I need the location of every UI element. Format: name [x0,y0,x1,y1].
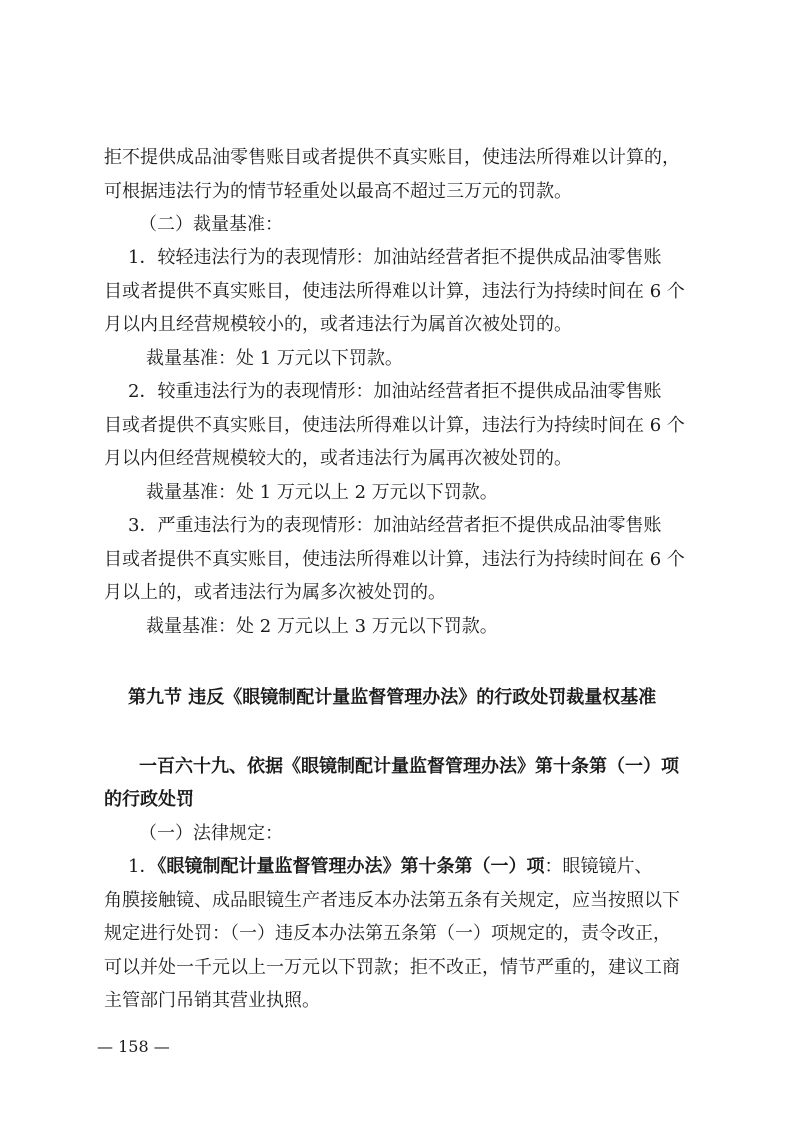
body-line: 裁量基准：处 2 万元以上 3 万元以下罚款。 [146,616,498,637]
body-line: 主管部门吊销其营业执照。 [104,990,320,1011]
body-line: 目或者提供不真实账目，使违法所得难以计算，违法行为持续时间在 6 个 [104,281,685,302]
body-line: 拒不提供成品油零售账目或者提供不真实账目，使违法所得难以计算的， [104,147,680,168]
subsection-heading: （二）裁量基准： [139,214,283,235]
page-number: — 158 — [97,1037,170,1056]
body-line: 月以内但经营规模较大的，或者违法行为属再次被处罚的。 [104,448,572,469]
body-line: 可以并处一千元以上一万元以下罚款；拒不改正，情节严重的，建议工商 [104,957,680,978]
section-title: 第九节 违反《眼镜制配计量监督管理办法》的行政处罚裁量权基准 [128,687,657,708]
body-line: 目或者提供不真实账目，使违法所得难以计算，违法行为持续时间在 6 个 [104,549,685,570]
body-line: 1．较轻违法行为的表现情形：加油站经营者拒不提供成品油零售账 [128,247,662,268]
body-line: 月以内且经营规模较小的，或者违法行为属首次被处罚的。 [104,314,572,335]
item-number: 1． [128,856,158,877]
body-line: 可根据违法行为的情节轻重处以最高不超过三万元的罚款。 [104,181,572,202]
body-line: 月以上的，或者违法行为属多次被处罚的。 [104,582,446,603]
article-title-cont: 的行政处罚 [104,789,194,810]
body-line: 2．较重违法行为的表现情形：加油站经营者拒不提供成品油零售账 [128,381,662,402]
body-line: 裁量基准：处 1 万元以上 2 万元以下罚款。 [146,482,498,503]
body-line: 3．严重违法行为的表现情形：加油站经营者拒不提供成品油零售账 [128,515,662,536]
item-text: ：眼镜镜片、 [544,856,653,877]
body-line: 裁量基准：处 1 万元以下罚款。 [146,348,403,369]
body-line: 角膜接触镜、成品眼镜生产者违反本办法第五条有关规定，应当按照以下 [104,890,680,911]
subsection-heading: （一）法律规定： [139,823,283,844]
legal-item [0,855,793,879]
article-title: 一百六十九、依据《眼镜制配计量监督管理办法》第十条第（一）项 [139,756,679,777]
body-line: 规定进行处罚：（一）违反本办法第五条第（一）项规定的，责令改正， [104,923,671,944]
law-citation: 《眼镜制配计量监督管理办法》第十条第（一）项 [157,856,545,877]
body-line: 目或者提供不真实账目，使违法所得难以计算，违法行为持续时间在 6 个 [104,415,685,436]
